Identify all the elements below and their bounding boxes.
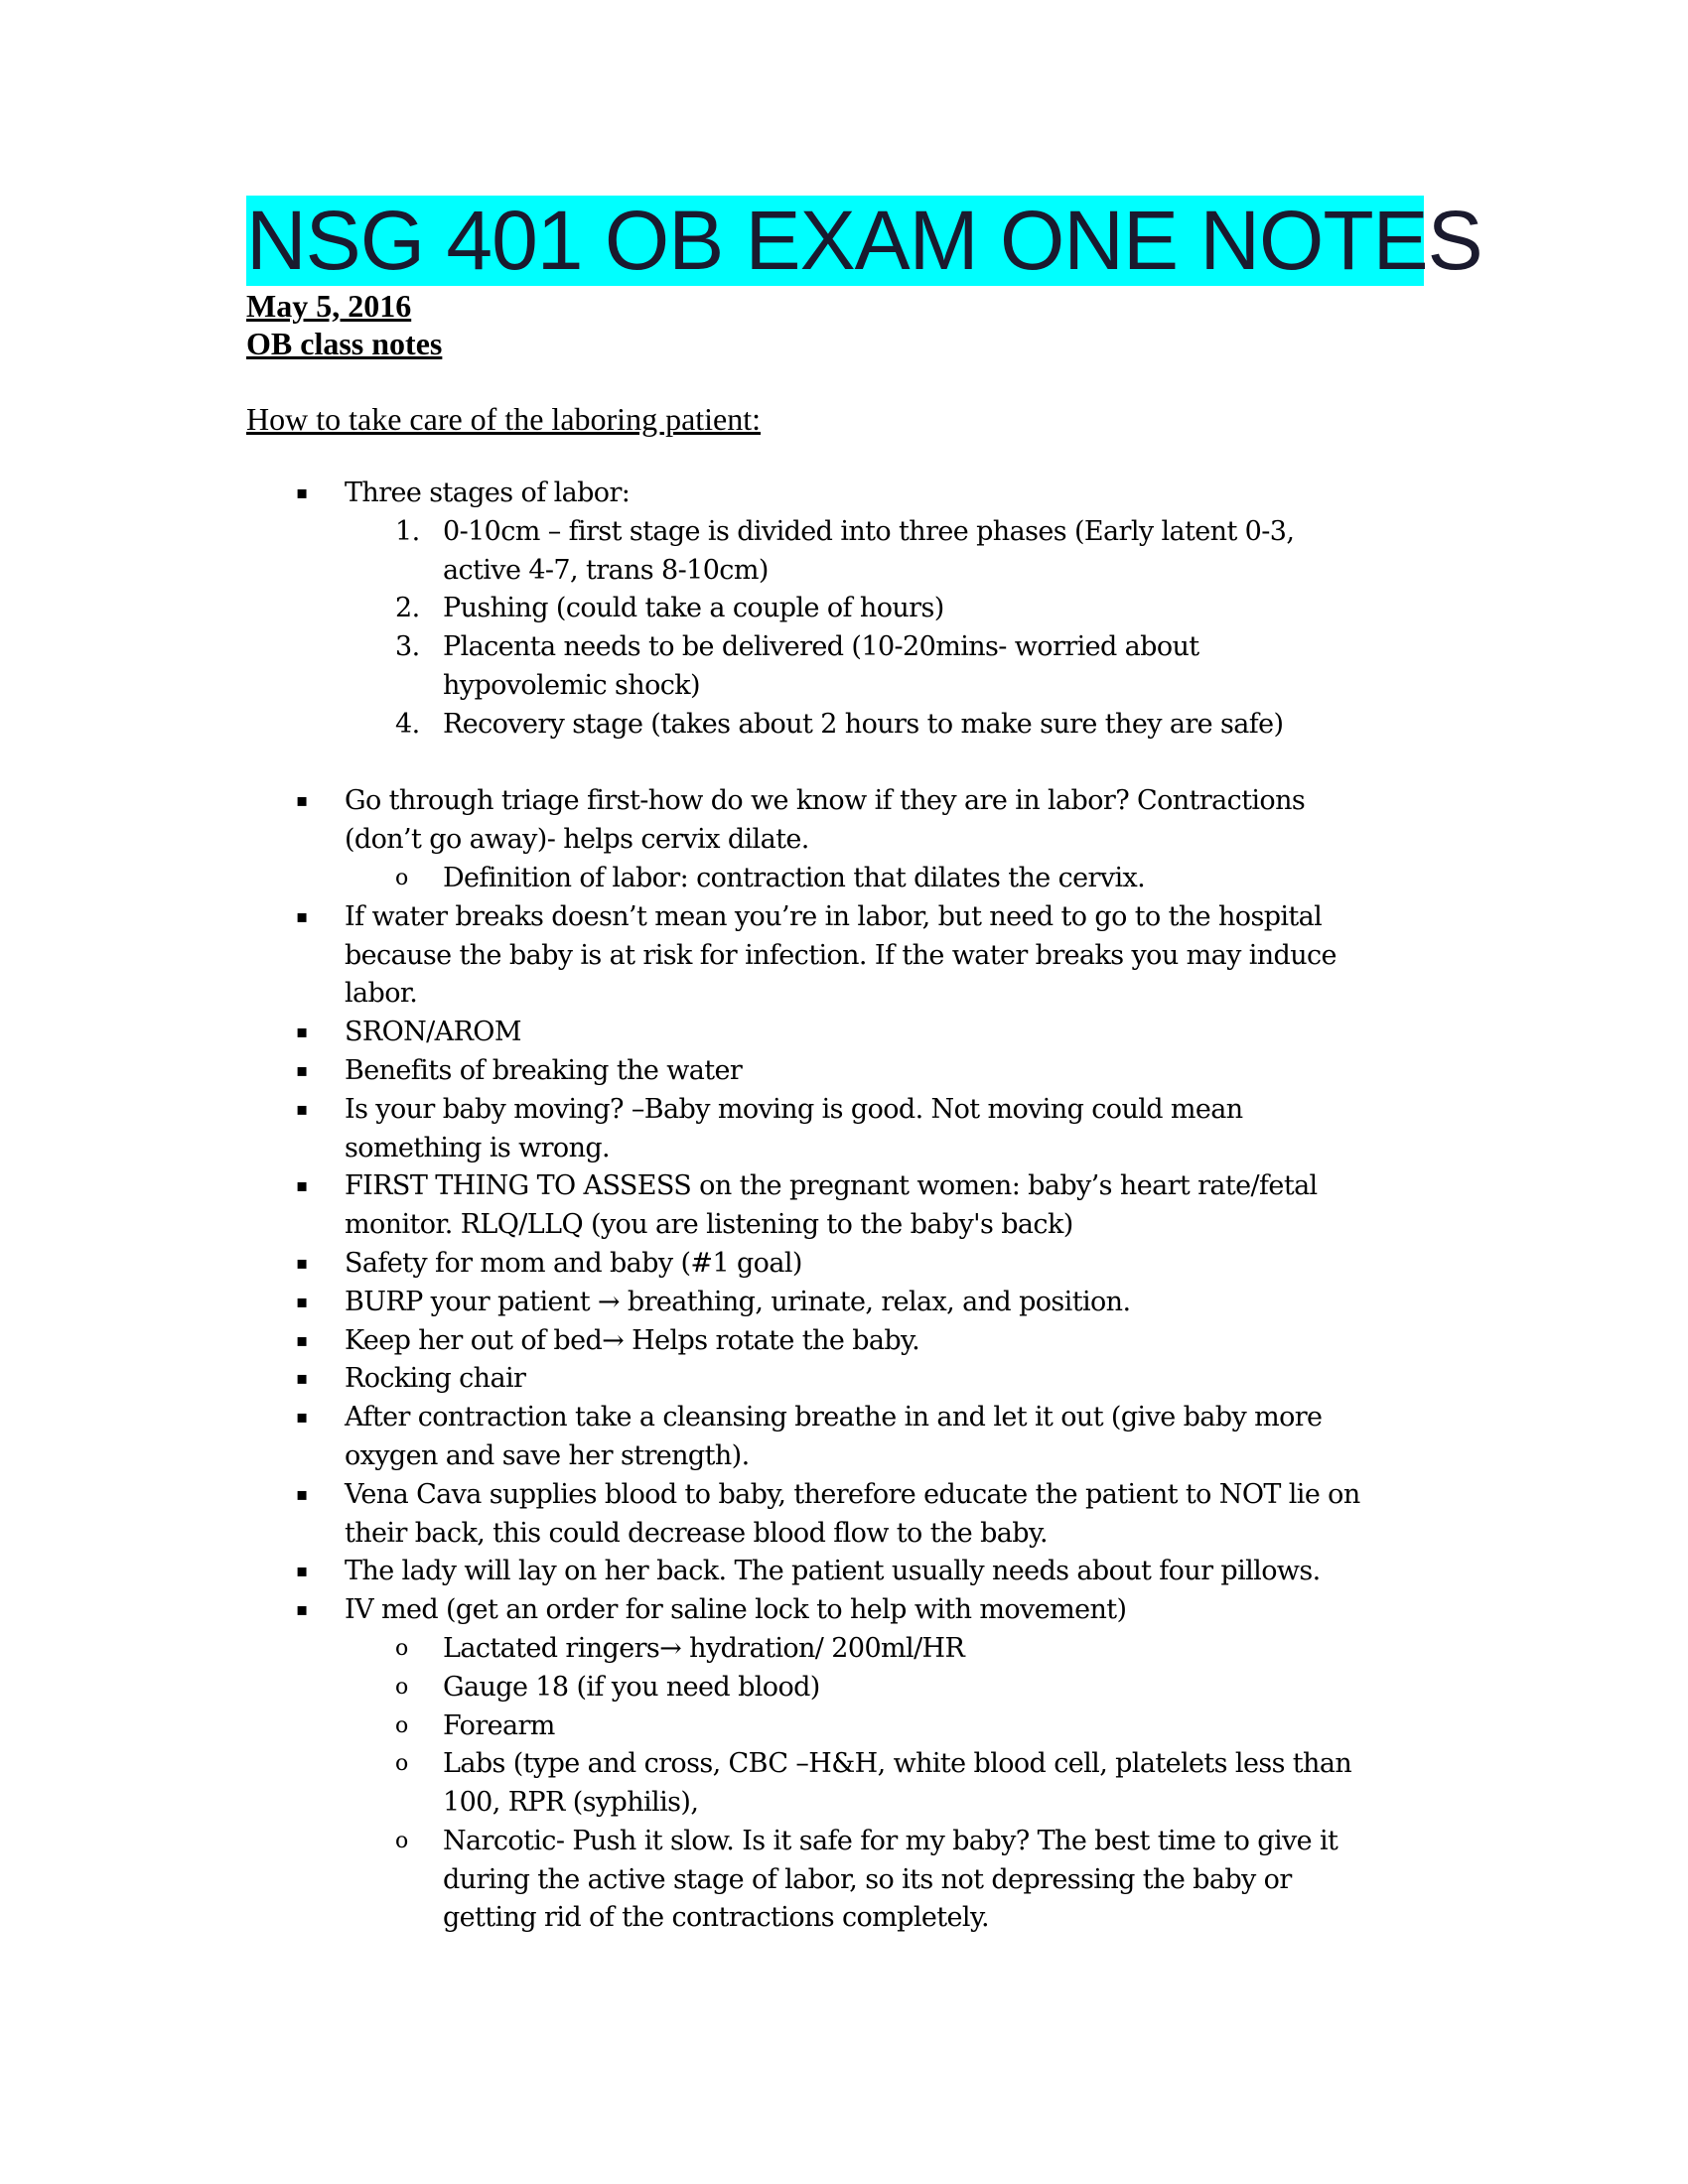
list-item-line <box>0 1669 1688 1707</box>
list-item-text: FIRST THING TO ASSESS on the pregnant women: baby’s heart rate/fetal <box>345 1170 1318 1202</box>
square-bullet-icon: ▪ <box>296 1175 308 1197</box>
list-item-text: something is wrong. <box>345 1132 611 1163</box>
list-item-text: 100, RPR (syphilis), <box>443 1787 699 1819</box>
list-item-text: Recovery stage (takes about 2 hours to make sure they are safe) <box>443 708 1284 740</box>
list-item-line <box>0 1630 1688 1669</box>
list-item-text: IV med (get an order for saline lock to help with movement) <box>345 1594 1127 1626</box>
list-item-text: Gauge 18 (if you need blood) <box>443 1671 820 1703</box>
list-item-line <box>0 590 1688 628</box>
circle-bullet-icon: o <box>395 865 408 890</box>
list-item-line <box>0 975 1688 1014</box>
list-item-text: during the active stage of labor, so its not depressing the baby or <box>443 1863 1292 1895</box>
list-item-text: Keep her out of bed→ Helps rotate the baby. <box>345 1324 920 1356</box>
blank-line <box>0 745 1688 783</box>
list-item-line <box>0 475 1688 513</box>
list-item-text: If water breaks doesn’t mean you’re in labor, but need to go to the hospital <box>345 900 1323 932</box>
square-bullet-icon: ▪ <box>296 482 308 503</box>
list-item-line <box>0 1014 1688 1052</box>
list-item-line <box>0 898 1688 937</box>
list-item-text: After contraction take a cleansing breathe in and let it out (give baby more <box>345 1402 1323 1433</box>
circle-bullet-icon: o <box>395 1751 408 1777</box>
list-number: 1. <box>395 515 420 547</box>
document-title: NSG 401 OB EXAM ONE NOTES <box>246 194 1482 287</box>
square-bullet-icon: ▪ <box>296 1599 308 1621</box>
list-item-line <box>0 1745 1688 1784</box>
list-item-text: The lady will lay on her back. The patient usually needs about four pillows. <box>345 1556 1321 1587</box>
list-item-text: Pushing (could take a couple of hours) <box>443 593 944 624</box>
document-date: May 5, 2016 <box>246 288 412 324</box>
square-bullet-icon: ▪ <box>296 1368 308 1390</box>
list-item-line <box>0 1553 1688 1591</box>
list-item-line <box>0 1360 1688 1399</box>
list-item-text: because the baby is at risk for infection. If the water breaks you may induce <box>345 939 1336 971</box>
square-bullet-icon: ▪ <box>296 1483 308 1505</box>
document-subtitle: OB class notes <box>246 326 443 361</box>
list-item-text: Placenta needs to be delivered (10-20mins- worried about <box>443 631 1199 663</box>
list-item-line <box>0 860 1688 898</box>
list-item-line <box>0 1784 1688 1823</box>
list-item-line <box>0 667 1688 706</box>
list-item-line <box>0 1245 1688 1284</box>
list-item-text: Benefits of breaking the water <box>345 1054 743 1086</box>
list-item-line <box>0 1091 1688 1130</box>
square-bullet-icon: ▪ <box>296 1329 308 1351</box>
list-item-text: SRON/AROM <box>345 1017 521 1048</box>
list-item-text: (don’t go away)- helps cervix dilate. <box>345 824 809 856</box>
square-bullet-icon: ▪ <box>296 1022 308 1043</box>
list-item-text: Narcotic- Push it slow. Is it safe for my baby? The best time to give it <box>443 1825 1338 1856</box>
list-item-line <box>0 1899 1688 1938</box>
list-item-text: Safety for mom and baby (#1 goal) <box>345 1247 802 1279</box>
list-item-text: their back, this could decrease blood flow to the baby. <box>345 1517 1049 1549</box>
square-bullet-icon: ▪ <box>296 1407 308 1429</box>
list-item-line <box>0 782 1688 821</box>
list-item-line <box>0 1476 1688 1515</box>
circle-bullet-icon: o <box>395 1828 408 1853</box>
list-item-text: 0-10cm – first stage is divided into three phases (Early latent 0-3, <box>443 515 1295 547</box>
list-item-text: Lactated ringers→ hydration/ 200ml/HR <box>443 1632 965 1664</box>
circle-bullet-icon: o <box>395 1674 408 1700</box>
list-item-text: labor. <box>345 978 418 1010</box>
list-item-line <box>0 1130 1688 1168</box>
list-item-line <box>0 1167 1688 1206</box>
section-heading: How to take care of the laboring patient: <box>246 401 762 437</box>
list-item-line <box>0 552 1688 591</box>
list-item-text: oxygen and save her strength). <box>345 1439 750 1471</box>
list-item-text: Definition of labor: contraction that dilates the cervix. <box>443 862 1146 893</box>
list-item-text: Is your baby moving? –Baby moving is good. Not moving could mean <box>345 1093 1243 1125</box>
list-item-line <box>0 1322 1688 1361</box>
list-item-line <box>0 937 1688 976</box>
list-item-text: Rocking chair <box>345 1363 526 1395</box>
notes-list <box>0 475 1688 1938</box>
list-item-text: Go through triage first-how do we know if they are in labor? Contractions <box>345 785 1306 817</box>
list-item-line <box>0 821 1688 860</box>
list-item-line <box>0 1399 1688 1437</box>
list-item-text: Three stages of labor: <box>345 478 631 508</box>
square-bullet-icon: ▪ <box>296 1561 308 1582</box>
square-bullet-icon: ▪ <box>296 1291 308 1312</box>
list-item-text: hypovolemic shock) <box>443 669 700 701</box>
list-item-text: getting rid of the contractions completely. <box>443 1902 989 1934</box>
list-item-text: Forearm <box>443 1709 555 1741</box>
list-item-line <box>0 1437 1688 1476</box>
list-item-line <box>0 1206 1688 1245</box>
square-bullet-icon: ▪ <box>296 905 308 927</box>
list-item-text: monitor. RLQ/LLQ (you are listening to the baby's back) <box>345 1209 1073 1241</box>
list-item-text: BURP your patient → breathing, urinate, relax, and position. <box>345 1286 1131 1317</box>
list-item-text: Vena Cava supplies blood to baby, therefore educate the patient to NOT lie on <box>345 1478 1360 1510</box>
list-item-line <box>0 1823 1688 1861</box>
list-item-line <box>0 1861 1688 1900</box>
list-number: 4. <box>395 708 420 740</box>
list-item-line <box>0 706 1688 745</box>
list-item-line <box>0 628 1688 667</box>
list-item-text: Labs (type and cross, CBC –H&H, white blood cell, platelets less than <box>443 1748 1352 1780</box>
list-number: 3. <box>395 631 420 663</box>
list-number: 2. <box>395 593 420 624</box>
square-bullet-icon: ▪ <box>296 1059 308 1081</box>
list-item-line <box>0 513 1688 552</box>
list-item-line <box>0 1515 1688 1554</box>
list-item-line <box>0 1591 1688 1630</box>
circle-bullet-icon: o <box>395 1635 408 1661</box>
list-item-line <box>0 1707 1688 1746</box>
square-bullet-icon: ▪ <box>296 1098 308 1120</box>
list-item-line <box>0 1052 1688 1091</box>
list-item-line <box>0 1284 1688 1322</box>
square-bullet-icon: ▪ <box>296 790 308 812</box>
circle-bullet-icon: o <box>395 1712 408 1738</box>
square-bullet-icon: ▪ <box>296 1252 308 1274</box>
list-item-text: active 4-7, trans 8-10cm) <box>443 554 769 586</box>
